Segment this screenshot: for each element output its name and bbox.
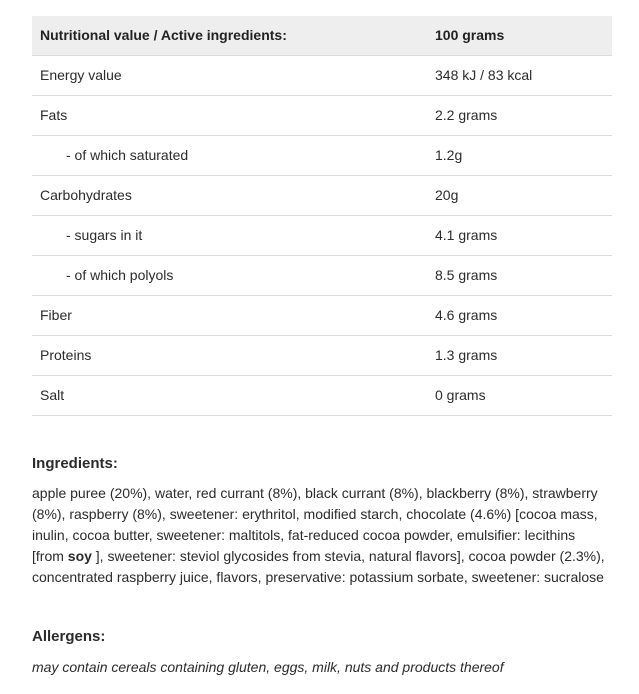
- nutrient-name: Proteins: [40, 347, 92, 363]
- table-row: [32, 55, 612, 95]
- ingredients-text-part1: apple puree (20%), water, red currant (8%), black currant (8%), blackberry (8%), strawberry (8%), raspberry (8%), sweetener: erythritol, modified starch, chocolate (4.6%) [cocoa mass, inulin, cocoa butter, sweetener: maltitols, fat-reduced cocoa powder, emulsifier: lecithins [from: [32, 485, 598, 564]
- nutrient-name: Fats: [40, 107, 68, 123]
- nutrient-name: Energy value: [40, 67, 122, 83]
- header-amount: 100 grams: [435, 27, 505, 44]
- ingredients-text: [32, 483, 607, 588]
- table-row: [32, 295, 612, 335]
- nutrient-name: Salt: [40, 387, 65, 403]
- table-row: [32, 95, 612, 135]
- nutrient-value: 348 kJ / 83 kcal: [435, 67, 533, 83]
- nutrient-value: 1.3 grams: [435, 347, 498, 363]
- allergen-soy: soy: [67, 548, 92, 564]
- nutrient-name: Carbohydrates: [40, 187, 132, 203]
- nutrient-value: 1.2g: [435, 147, 463, 163]
- allergens-text: may contain cereals containing gluten, eggs, milk, nuts and products thereof: [32, 659, 504, 675]
- nutrient-value: 20g: [435, 187, 459, 203]
- nutrient-name: Fiber: [40, 307, 72, 323]
- nutrient-name: - sugars in it: [66, 227, 143, 243]
- nutrient-name: - of which polyols: [66, 267, 174, 283]
- ingredients-text-part2: ], sweetener: steviol glycosides from stevia, natural flavors], cocoa powder (2.3%), concentrated raspberry juice, flavors, preservative: potassium sorbate, sweetener: sucralose: [32, 548, 605, 585]
- nutrient-value: 8.5 grams: [435, 267, 498, 283]
- nutrient-value: 4.6 grams: [435, 307, 498, 323]
- nutrient-name: - of which saturated: [66, 147, 189, 163]
- nutrient-value: 4.1 grams: [435, 227, 498, 243]
- table-row: [32, 335, 612, 375]
- nutrition-table: [32, 16, 612, 416]
- allergens-title: Allergens:: [32, 628, 106, 645]
- table-header-row: [32, 16, 612, 55]
- table-row: [32, 255, 612, 295]
- table-row: [32, 175, 612, 215]
- ingredients-title: Ingredients:: [32, 455, 118, 472]
- table-row: [32, 135, 612, 175]
- nutrient-value: 2.2 grams: [435, 107, 498, 123]
- nutrient-value: 0 grams: [435, 387, 486, 403]
- table-row: [32, 375, 612, 415]
- header-nutrient: Nutritional value / Active ingredients:: [40, 27, 287, 44]
- table-row: [32, 215, 612, 255]
